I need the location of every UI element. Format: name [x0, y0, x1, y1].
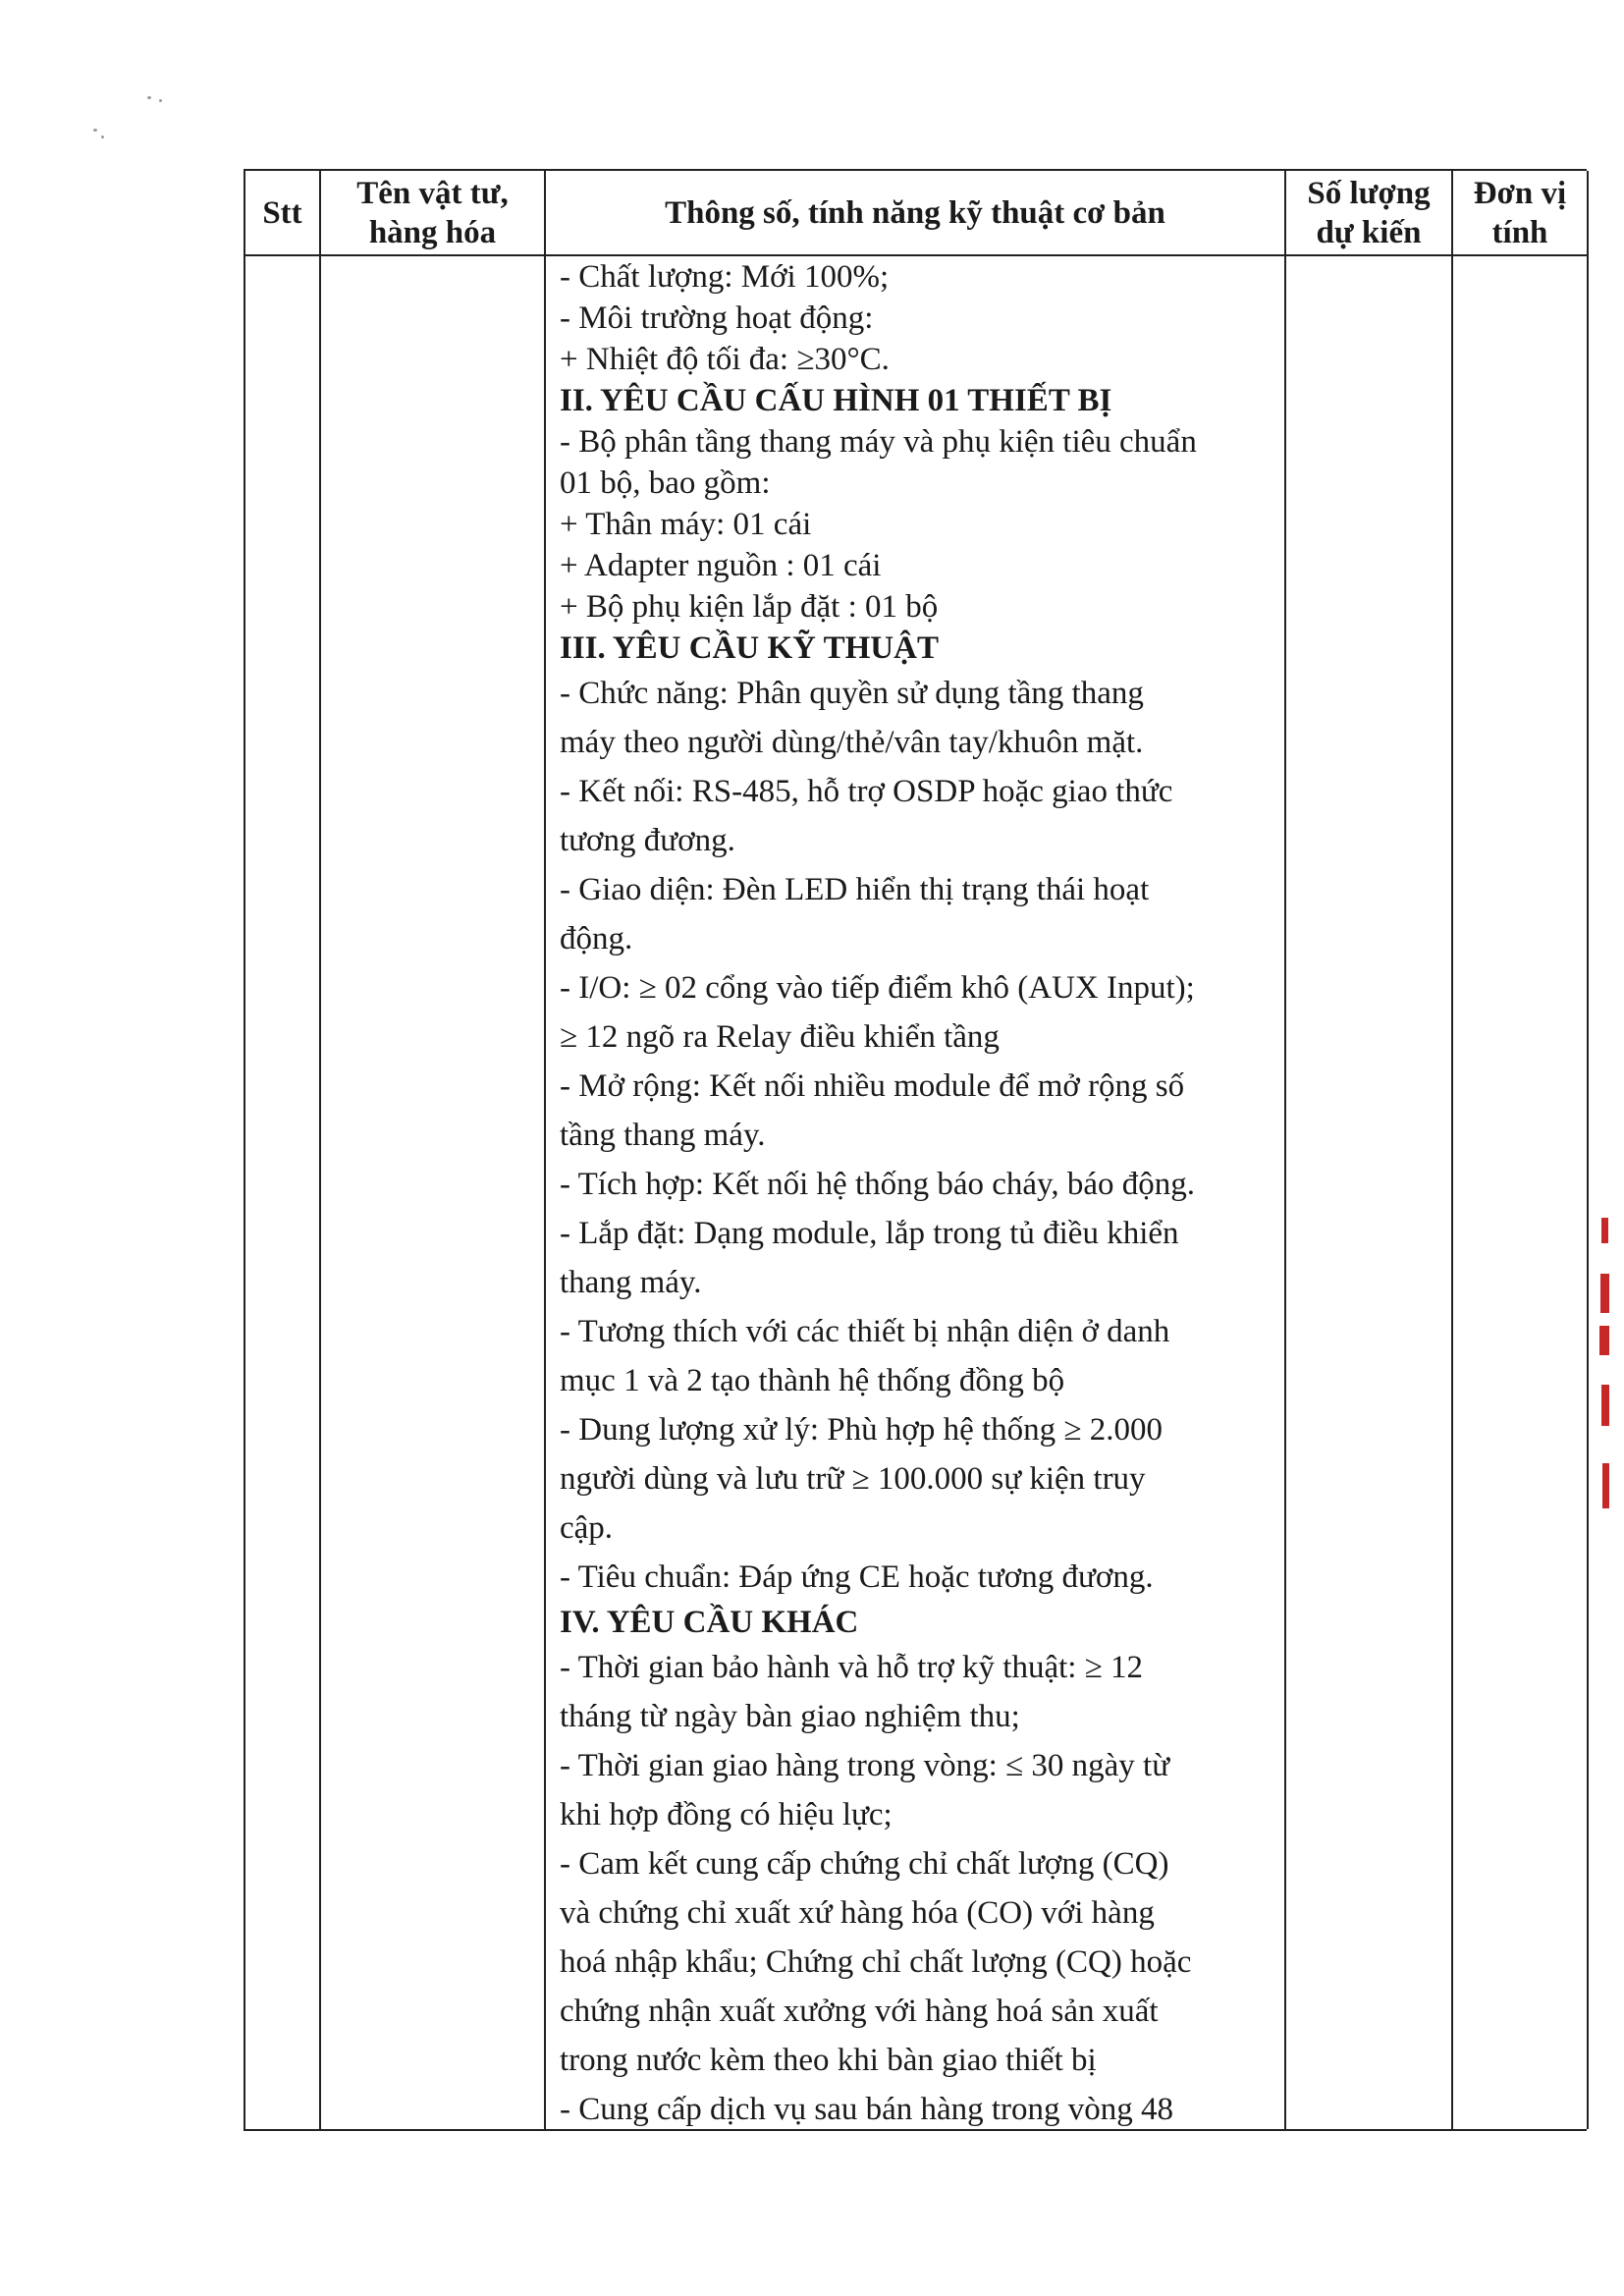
header-unit: Đơn vị tính [1473, 176, 1567, 250]
spec-line: ≥ 12 ngõ ra Relay điều khiển tầng [560, 1019, 1000, 1055]
spec-line: cập. [560, 1510, 614, 1546]
section-heading: III. YÊU CẦU KỸ THUẬT [560, 630, 939, 666]
spec-line: - Tương thích với các thiết bị nhận diện ở danh [560, 1314, 1170, 1349]
red-stamp-edge [1601, 1218, 1608, 1243]
scan-speck [147, 96, 151, 99]
spec-line: - Mở rộng: Kết nối nhiều module để mở rộng số [560, 1068, 1185, 1104]
spec-line: - Môi trường hoạt động: [560, 301, 874, 336]
spec-line: - Thời gian giao hàng trong vòng: ≤ 30 ngày từ [560, 1748, 1170, 1783]
section-heading: II. YÊU CẦU CẤU HÌNH 01 THIẾT BỊ [560, 383, 1112, 418]
spec-line: máy theo người dùng/thẻ/vân tay/khuôn mặt. [560, 725, 1144, 760]
column-divider [1587, 171, 1589, 2129]
spec-line: người dùng và lưu trữ ≥ 100.000 sự kiện truy [560, 1461, 1146, 1497]
column-divider [1284, 171, 1286, 2129]
spec-line: - Chức năng: Phân quyền sử dụng tầng thang [560, 676, 1144, 711]
header-quantity: Số lượng dự kiến [1307, 176, 1431, 250]
red-stamp-edge [1601, 1385, 1609, 1426]
spec-line: tương đương. [560, 823, 735, 858]
column-divider [1451, 171, 1453, 2129]
spec-line: - Lắp đặt: Dạng module, lắp trong tủ điều khiển [560, 1216, 1179, 1251]
spec-line: và chứng chỉ xuất xứ hàng hóa (CO) với hàng [560, 1895, 1155, 1931]
spec-line: - Cam kết cung cấp chứng chỉ chất lượng (CQ) [560, 1846, 1169, 1882]
scan-speck [159, 99, 162, 102]
spec-line: - I/O: ≥ 02 cổng vào tiếp điểm khô (AUX Input); [560, 970, 1195, 1006]
red-stamp-edge [1599, 1326, 1609, 1355]
spec-line: + Thân máy: 01 cái [560, 507, 812, 542]
section-heading: IV. YÊU CẦU KHÁC [560, 1605, 859, 1640]
spec-line: động. [560, 921, 633, 957]
spec-line: + Nhiệt độ tối đa: ≥30°C. [560, 342, 890, 377]
spec-line: mục 1 và 2 tạo thành hệ thống đồng bộ [560, 1363, 1065, 1398]
spec-line: trong nước kèm theo khi bàn giao thiết bị [560, 2043, 1097, 2078]
spec-line: - Tích hợp: Kết nối hệ thống báo cháy, báo động. [560, 1167, 1196, 1202]
spec-line: 01 bộ, bao gồm: [560, 465, 771, 501]
scan-speck [93, 129, 97, 132]
spec-line: - Thời gian bảo hành và hỗ trợ kỹ thuật: ≥ 12 [560, 1650, 1144, 1685]
specification-text [560, 256, 1227, 2134]
header-item-name: Tên vật tư, hàng hóa [356, 176, 509, 250]
spec-line: - Chất lượng: Mới 100%; [560, 259, 890, 295]
spec-line: thang máy. [560, 1265, 702, 1300]
spec-line: chứng nhận xuất xưởng với hàng hoá sản xuất [560, 1994, 1159, 2029]
spec-line: - Dung lượng xử lý: Phù hợp hệ thống ≥ 2.000 [560, 1412, 1164, 1448]
spec-table [244, 169, 1587, 2131]
spec-line: tầng thang máy. [560, 1118, 766, 1153]
spec-line: hoá nhập khẩu; Chứng chỉ chất lượng (CQ) hoặc [560, 1944, 1192, 1980]
column-divider [544, 171, 546, 2129]
scan-speck [101, 136, 104, 138]
spec-line: - Bộ phân tầng thang máy và phụ kiện tiêu chuẩn [560, 424, 1197, 460]
header-specification: Thông số, tính năng kỹ thuật cơ bản [665, 195, 1165, 231]
spec-line: - Giao diện: Đèn LED hiển thị trạng thái hoạt [560, 872, 1150, 907]
spec-line: tháng từ ngày bàn giao nghiệm thu; [560, 1699, 1020, 1734]
red-stamp-edge [1600, 1274, 1609, 1313]
spec-line: - Kết nối: RS-485, hỗ trợ OSDP hoặc giao thức [560, 774, 1173, 809]
spec-line: - Tiêu chuẩn: Đáp ứng CE hoặc tương đương. [560, 1559, 1154, 1595]
header-stt: Stt [262, 195, 302, 231]
spec-line: + Bộ phụ kiện lắp đặt : 01 bộ [560, 589, 939, 625]
spec-line: - Cung cấp dịch vụ sau bán hàng trong vòng 48 [560, 2092, 1174, 2127]
red-stamp-edge [1602, 1463, 1609, 1508]
column-divider [319, 171, 321, 2129]
spec-line: + Adapter nguồn : 01 cái [560, 548, 882, 583]
spec-line: khi hợp đồng có hiệu lực; [560, 1797, 893, 1832]
